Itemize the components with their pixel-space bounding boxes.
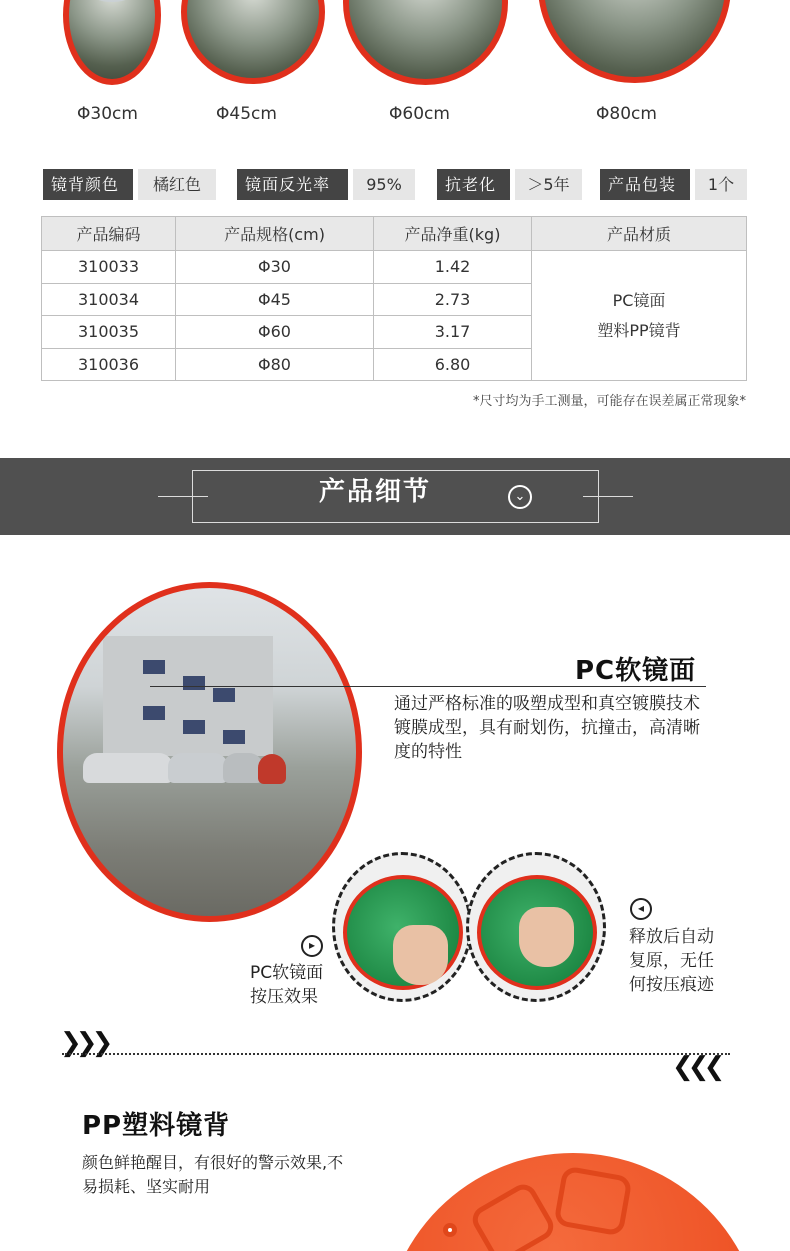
mirror-45-image: [181, 0, 325, 84]
press-demo-image-1: [332, 852, 472, 1002]
building-graphic: [103, 636, 273, 756]
banner-title: 产品细节: [318, 477, 431, 507]
spec-key-package: 产品包装: [600, 169, 690, 200]
cell-weight: 1.42: [374, 251, 532, 284]
spec-value-back-color: 橘红色: [138, 169, 216, 200]
section-banner: [0, 458, 790, 535]
table-header-row: [42, 217, 747, 251]
car-graphic: [83, 753, 173, 783]
cell-spec: Φ80: [176, 348, 374, 381]
size-label-30: Φ30cm: [77, 104, 138, 124]
release-label-line-3: 何按压痕迹: [629, 975, 714, 995]
size-label-80: Φ80cm: [596, 104, 657, 124]
size-label-60: Φ60cm: [389, 104, 450, 124]
cell-weight: 3.17: [374, 316, 532, 349]
spec-key-reflectivity: 镜面反光率: [237, 169, 348, 200]
col-header-weight: 产品净重(kg): [374, 217, 532, 251]
col-header-code: 产品编码: [42, 217, 176, 251]
chevron-down-circle-icon: ⌄: [508, 485, 532, 509]
press-label-line-2: 按压效果: [250, 987, 318, 1007]
release-effect-label: [629, 925, 714, 997]
cell-code: 310033: [42, 251, 176, 284]
cell-spec: Φ45: [176, 283, 374, 316]
material-line-2: 塑料PP镜背: [597, 320, 681, 340]
cell-spec: Φ60: [176, 316, 374, 349]
cell-material: [532, 251, 747, 381]
pc-mirror-photo: [57, 582, 362, 922]
mirror-60-image: [343, 0, 508, 85]
cell-weight: 6.80: [374, 348, 532, 381]
pp-desc-line-1: 颜色鲜艳醒目，有很好的警示效果,不: [82, 1153, 344, 1172]
mirror-30-image: [63, 0, 161, 85]
press-effect-label: [250, 961, 323, 1009]
material-line-1: PC镜面: [612, 290, 666, 310]
measurement-note: *尺寸均为手工测量，可能存在误差属正常现象*: [472, 394, 746, 409]
car-graphic: [258, 754, 286, 784]
cell-code: 310036: [42, 348, 176, 381]
spec-value-anti-aging: ＞5年: [515, 169, 582, 200]
pp-back-photo: [383, 1153, 763, 1251]
table-row: [42, 251, 747, 284]
car-graphic: [223, 753, 263, 783]
pp-description: [82, 1151, 402, 1199]
mirror-80-image: [538, 0, 731, 83]
spec-value-reflectivity: 95%: [353, 169, 415, 200]
pc-title: PC软镜面: [575, 656, 697, 686]
pc-description: 通过严格标准的吸塑成型和真空镀膜技术镀膜成型，具有耐划伤，抗撞击，高清晰度的特性: [394, 694, 700, 762]
cell-code: 310035: [42, 316, 176, 349]
cell-spec: Φ30: [176, 251, 374, 284]
release-label-line-2: 复原，无任: [629, 951, 714, 971]
dotted-divider: [62, 1053, 730, 1055]
double-arrow-right-icon: ❯❯❯: [60, 1028, 108, 1058]
pp-title: PP塑料镜背: [82, 1111, 231, 1141]
cell-code: 310034: [42, 283, 176, 316]
press-label-line-1: PC软镜面: [250, 963, 324, 983]
spec-table: [41, 216, 747, 381]
col-header-material: 产品材质: [532, 217, 747, 251]
press-demo-image-2: [466, 852, 606, 1002]
car-graphic: [168, 753, 228, 783]
size-label-45: Φ45cm: [216, 104, 277, 124]
arrow-right-circle-icon: ▸: [301, 935, 323, 957]
release-label-line-1: 释放后自动: [629, 927, 714, 947]
spec-key-anti-aging: 抗老化: [437, 169, 510, 200]
cell-weight: 2.73: [374, 283, 532, 316]
arrow-left-circle-icon: ◂: [630, 898, 652, 920]
pp-desc-line-2: 易损耗、坚实耐用: [82, 1177, 211, 1196]
pc-title-underline: [150, 686, 706, 687]
spec-value-package: 1个: [695, 169, 747, 200]
col-header-spec: 产品规格(cm): [176, 217, 374, 251]
spec-key-back-color: 镜背颜色: [43, 169, 133, 200]
double-arrow-left-icon: ❮❮❮: [672, 1052, 720, 1082]
